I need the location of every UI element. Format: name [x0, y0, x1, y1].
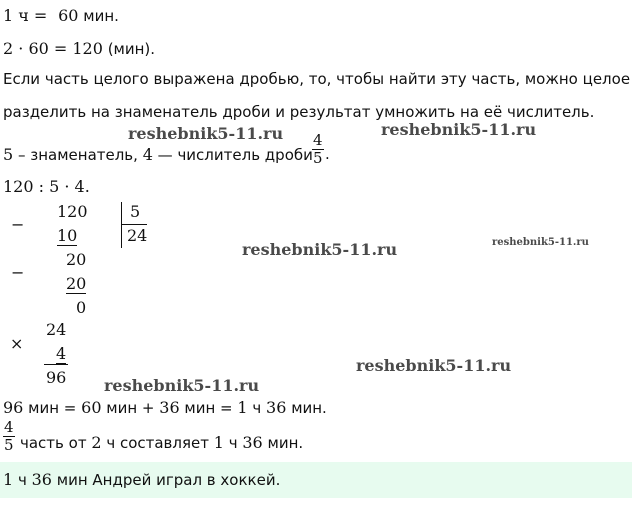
division-subtrahend-2: 20	[66, 274, 87, 293]
math-two-times-sixty: 2 · 60 = 120	[3, 39, 103, 58]
text-min-equals: мин =	[184, 399, 233, 417]
watermark: reshebnik5-11.ru	[104, 376, 260, 395]
fraction-numerator: 4	[313, 131, 323, 149]
math-ninety-six: 96	[3, 398, 24, 417]
math-two: 2	[91, 433, 102, 452]
division-divisor: 5	[130, 202, 141, 221]
text-min-equals: мин =	[28, 399, 77, 417]
unit-min-paren: (мин).	[107, 40, 156, 58]
math-thirty-six: 36	[31, 470, 52, 489]
line-multiplication	[3, 39, 155, 58]
fraction-period: .	[325, 145, 330, 163]
unit-min: мин.	[83, 7, 119, 25]
fraction-part	[3, 419, 15, 454]
text-part-of: часть от	[20, 434, 87, 452]
multiplication-result: 96	[46, 368, 67, 387]
math-one-hour: 1 ч =	[3, 6, 48, 25]
line-hour-minutes	[3, 6, 119, 25]
division-minus-1: −	[11, 215, 25, 234]
text-denominator: – знаменатель,	[17, 146, 138, 164]
text-min-plus: мин +	[106, 399, 155, 417]
math-sixty: 60	[81, 398, 102, 417]
fraction-denominator: 5	[313, 149, 323, 167]
text-hour: ч	[228, 434, 238, 452]
division-quotient: 24	[127, 226, 148, 245]
division-divisor-line	[121, 224, 147, 225]
line-part-statement	[20, 433, 303, 452]
math-thirty-six: 36	[266, 398, 287, 417]
line-minutes-conversion	[3, 398, 327, 417]
rule-paragraph-line2: разделить на знаменатель дроби и результат умножить на её числитель.	[3, 103, 595, 121]
math-thirty-six: 36	[159, 398, 180, 417]
text-hour-makes: ч составляет	[106, 434, 209, 452]
division-subtrahend-1: 10	[57, 226, 78, 245]
fraction-numerator: 4	[4, 418, 14, 436]
math-five: 5	[3, 145, 14, 164]
watermark: reshebnik5-11.ru	[381, 120, 537, 139]
watermark: reshebnik5-11.ru	[242, 240, 398, 259]
math-one: 1	[237, 398, 248, 417]
text-hour: ч	[252, 399, 262, 417]
math-one: 1	[3, 470, 14, 489]
division-remainder-1: 20	[66, 250, 87, 269]
division-dividend: 120	[57, 202, 88, 221]
fraction-four-fifths	[312, 132, 324, 167]
math-one: 1	[213, 433, 224, 452]
watermark: reshebnik5-11.ru	[492, 237, 589, 248]
text-answer: мин Андрей играл в хоккей.	[56, 471, 281, 489]
expression: 120 : 5 · 4.	[3, 177, 90, 196]
multiplication-factor-a: 24	[46, 320, 67, 339]
text-min: мин.	[267, 434, 304, 452]
text-numerator: — числитель дроби	[157, 146, 313, 164]
rule-paragraph-line1: Если часть целого выражена дробью, то, чтобы найти эту часть, можно целое	[3, 70, 631, 88]
math-thirty-six: 36	[242, 433, 263, 452]
multiplication-factor-b: 4	[56, 344, 67, 363]
division-vertical-bar	[121, 202, 122, 248]
watermark: reshebnik5-11.ru	[356, 356, 512, 375]
math-sixty: 60	[58, 6, 79, 25]
text-hour: ч	[17, 471, 27, 489]
line-denominator-numerator	[3, 145, 313, 164]
division-remainder-2: 0	[76, 298, 87, 317]
answer-line	[3, 470, 280, 489]
multiplication-sign: ×	[10, 334, 24, 353]
text-min: мин.	[291, 399, 327, 417]
fraction-denominator: 5	[4, 436, 14, 454]
watermark: reshebnik5-11.ru	[128, 124, 284, 143]
division-minus-2: −	[11, 263, 25, 282]
multiplication-line	[44, 364, 68, 365]
math-four: 4	[142, 145, 153, 164]
